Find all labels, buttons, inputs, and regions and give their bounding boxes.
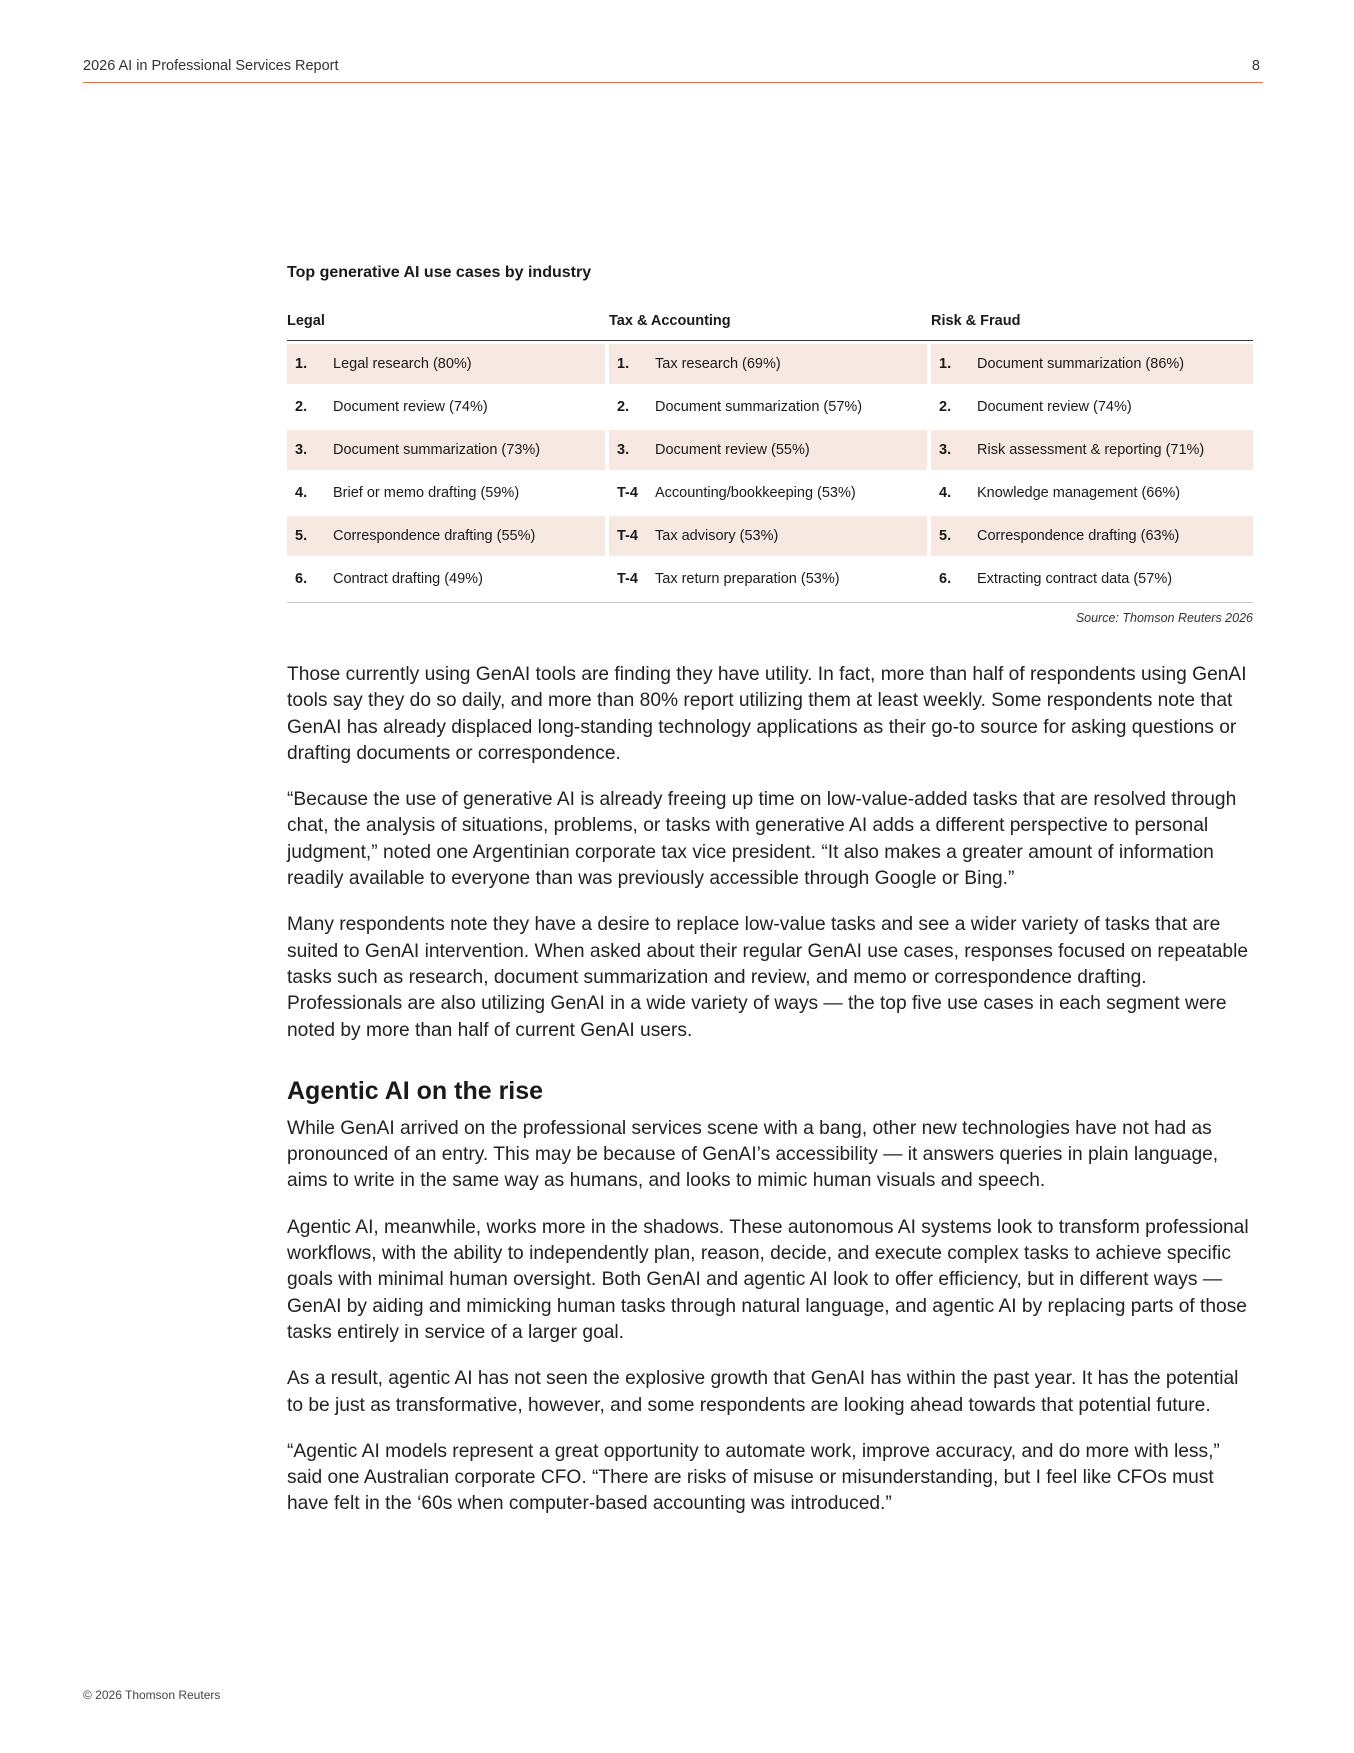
table-row [287, 344, 605, 384]
rank-label: 5. [295, 528, 308, 544]
table-title: Top generative AI use cases by industry [287, 264, 592, 281]
use-case-label: Document review (74%) [333, 399, 488, 415]
paragraph-5: Agentic AI, meanwhile, works more in the shadows. These autonomous AI systems look to transform professional workflows, with the ability to independently plan, reason, decide, and execute complex tasks to achieve specific goals with minimal human oversight. Both GenAI and agentic AI look to offer efficiency, but in different ways — GenAI by aiding and mimicking human tasks through natural language, and agentic AI by replacing parts of those tasks entirely in service of a larger goal. [287, 1216, 1249, 1343]
use-case-label: Knowledge management (66%) [977, 485, 1181, 501]
use-case-label: Document review (74%) [977, 399, 1132, 415]
use-case-label: Accounting/bookkeeping (53%) [655, 485, 856, 501]
table-row [931, 473, 1253, 513]
section-heading: Agentic AI on the rise [287, 1076, 544, 1105]
table-row [931, 559, 1253, 599]
column-heading: Tax & Accounting [609, 310, 931, 341]
rank-label: 1. [939, 356, 952, 372]
table-row [609, 387, 927, 427]
table-row [609, 516, 927, 556]
table-row [609, 473, 927, 513]
paragraph-1: Those currently using GenAI tools are finding they have utility. In fact, more than half of respondents using GenAI tools say they do so daily, and more than 80% report utilizing them at least weekly. Some respondents note that GenAI has already displaced long-standing technology applications as their go-to source for asking questions or drafting documents or correspondence. [287, 664, 1247, 764]
paragraph-2: “Because the use of generative AI is already freeing up time on low-value-added tasks that are resolved through chat, the analysis of situations, problems, or tasks with generative AI adds a different perspective to personal judgment,” noted one Argentinian corporate tax vice president. “It also makes a greater amount of information readily available to everyone than was previously accessible through Google or Bing.” [287, 789, 1237, 890]
table-row [287, 430, 605, 470]
table-row [609, 559, 927, 599]
use-case-label: Document summarization (73%) [333, 442, 541, 458]
use-case-label: Risk assessment & reporting (71%) [977, 442, 1205, 458]
page-number: 8 [1251, 58, 1260, 74]
rank-label: 1. [617, 356, 630, 372]
column-heading: Risk & Fraud [931, 310, 1253, 341]
rank-label: 1. [295, 356, 308, 372]
use-case-label: Tax research (69%) [655, 356, 781, 372]
rank-label: 6. [939, 571, 952, 587]
rank-label: 3. [939, 442, 952, 458]
use-case-label: Document summarization (86%) [977, 356, 1185, 372]
rank-label: T-4 [617, 528, 638, 544]
rank-label: T-4 [617, 485, 638, 501]
use-case-label: Brief or memo drafting (59%) [333, 485, 520, 501]
rank-label: 6. [295, 571, 308, 587]
table-row [287, 516, 605, 556]
table-row [287, 473, 605, 513]
use-case-label: Tax advisory (53%) [655, 528, 779, 544]
rank-label: 4. [295, 485, 308, 501]
table-row [609, 344, 927, 384]
footer-copyright: © 2026 Thomson Reuters [83, 1688, 221, 1702]
use-case-label: Contract drafting (49%) [333, 571, 483, 587]
paragraph-6: As a result, agentic AI has not seen the explosive growth that GenAI has within the past year. It has the potential to be just as transformative, however, and some respondents are looking ahead towards that potential future. [287, 1368, 1239, 1416]
use-case-label: Tax return preparation (53%) [655, 571, 840, 587]
rank-label: T-4 [617, 571, 638, 587]
use-case-label: Legal research (80%) [333, 356, 472, 372]
use-case-label: Correspondence drafting (55%) [333, 528, 536, 544]
use-case-label: Document summarization (57%) [655, 399, 863, 415]
table-row [931, 387, 1253, 427]
table-source: Source: Thomson Reuters 2026 [1075, 611, 1253, 625]
page-header [83, 56, 1263, 83]
table-row [287, 559, 605, 599]
rank-label: 3. [617, 442, 630, 458]
table-column [931, 310, 1253, 599]
report-title: 2026 AI in Professional Services Report [83, 58, 339, 74]
table-column [609, 310, 931, 599]
use-case-label: Document review (55%) [655, 442, 810, 458]
table-row [287, 387, 605, 427]
rank-label: 2. [617, 399, 630, 415]
paragraph-3: Many respondents note they have a desire to replace low-value tasks and see a wider variety of tasks that are suited to GenAI intervention. When asked about their regular GenAI use cases, responses focused on repeatable tasks such as research, document summarization and review, and memo or correspondence drafting. Professionals are also utilizing GenAI in a wide variety of ways — the top five use cases in each segment were noted by more than half of current GenAI users. [287, 914, 1249, 1041]
paragraph-4: While GenAI arrived on the professional services scene with a bang, other new technologies have not had as pronounced of an entry. This may be because of GenAI’s accessibility — it answers queries in plain language, aims to write in the same way as humans, and looks to mimic human visuals and speech. [287, 1117, 1219, 1192]
use-case-label: Correspondence drafting (63%) [977, 528, 1180, 544]
rank-label: 2. [295, 399, 308, 415]
rank-label: 4. [939, 485, 952, 501]
rank-label: 5. [939, 528, 952, 544]
table-column [287, 310, 609, 599]
article-body [287, 662, 1255, 1538]
use-cases-table [287, 262, 1253, 625]
table-columns [287, 310, 1253, 599]
rank-label: 3. [295, 442, 308, 458]
table-bottom-rule [287, 602, 1253, 603]
column-heading: Legal [287, 310, 609, 341]
table-row [931, 430, 1253, 470]
paragraph-7: “Agentic AI models represent a great opportunity to automate work, improve accuracy, and do more with less,” said one Australian corporate CFO. “There are risks of misuse or misunderstanding, but I feel like CFOs must have felt in the ‘60s when computer-based accounting was introduced.” [287, 1440, 1220, 1515]
table-row [609, 430, 927, 470]
rank-label: 2. [939, 399, 952, 415]
table-row [931, 516, 1253, 556]
use-case-label: Extracting contract data (57%) [977, 571, 1173, 587]
table-row [931, 344, 1253, 384]
